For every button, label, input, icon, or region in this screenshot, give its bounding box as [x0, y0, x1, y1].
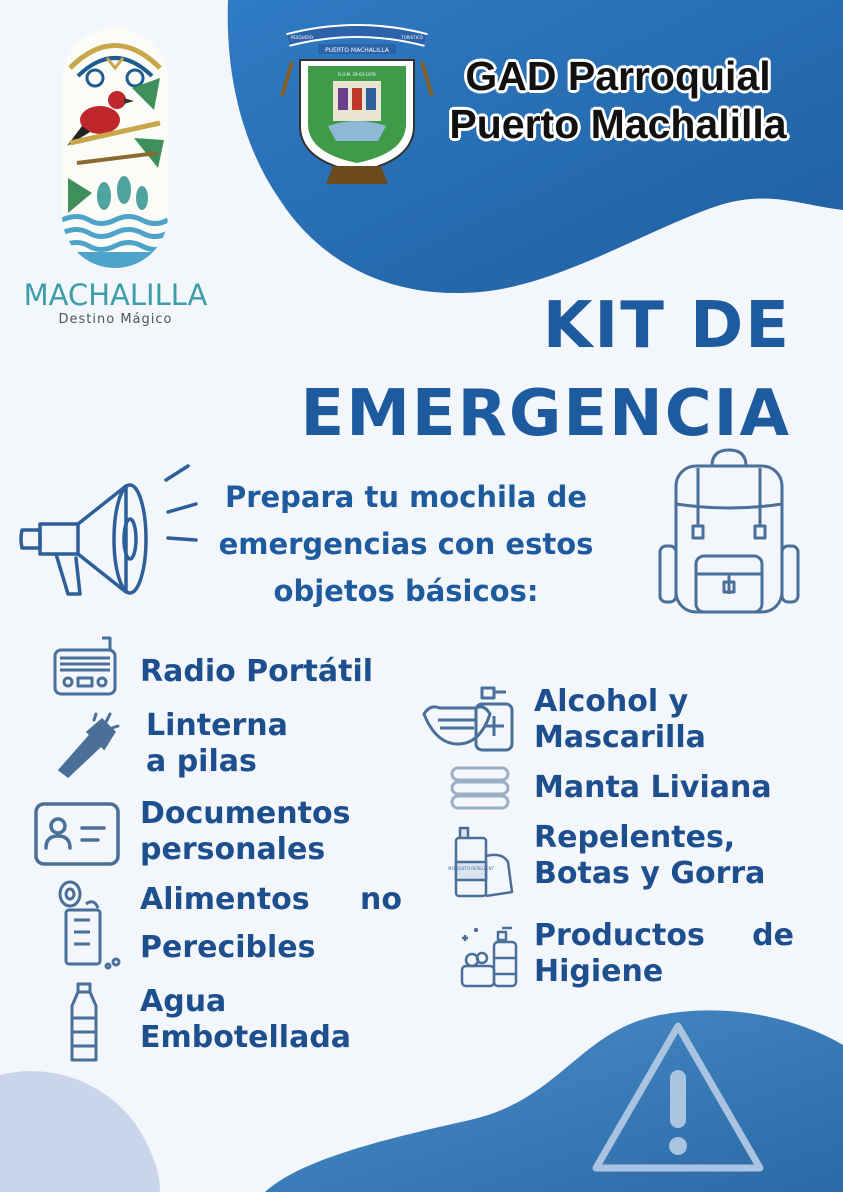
item-documents-line2: personales [140, 832, 326, 867]
item-radio-label: Radio Portátil [140, 654, 374, 689]
intro-line3: objetos básicos: [273, 574, 539, 608]
item-radio [140, 654, 373, 690]
item-alcohol-line2: Mascarilla [534, 720, 706, 755]
item-flashlight-line1: Linterna [146, 708, 288, 743]
item-water [140, 984, 351, 1056]
intro-line2: emergencias con estos [218, 527, 594, 561]
radio-icon [52, 634, 118, 698]
header-title [418, 52, 818, 148]
item-food-line2: Perecibles [140, 930, 316, 965]
item-water-line2: Embotellada [140, 1020, 352, 1055]
item-alcohol [534, 684, 706, 756]
machalilla-logo-icon [62, 28, 168, 268]
seal-left-text: PESQUERO [290, 35, 314, 40]
item-hygiene-line1b: de [752, 918, 794, 953]
id-card-icon [34, 802, 120, 866]
bottom-left-circle [0, 1071, 160, 1192]
page-title-line2: EMERGENCIA [300, 377, 791, 451]
food-can-icon [56, 880, 126, 972]
item-documents-line1: Documentos [140, 796, 351, 831]
item-alcohol-line1: Alcohol y [534, 684, 689, 719]
page-title-line1: KIT DE [542, 289, 791, 363]
water-bottle-icon [66, 982, 102, 1064]
item-hygiene [534, 918, 794, 990]
item-food [140, 882, 402, 966]
intro-text [196, 474, 616, 615]
backpack-icon [656, 446, 802, 616]
item-blanket-label: Manta Liviana [534, 770, 772, 805]
repellent-label: MOSQUITO REPELLENT [448, 866, 494, 871]
item-food-line1b: no [360, 882, 402, 917]
item-repellent-line1: Repelentes, [534, 820, 736, 855]
item-hygiene-line1: Productos [534, 918, 705, 953]
flashlight-icon [52, 712, 122, 778]
intro-line1: Prepara tu mochila de [224, 480, 588, 514]
seal-title: PUERTO MACHALILLA [325, 47, 389, 54]
item-blanket [534, 770, 772, 806]
header-title-line2: Puerto Machalilla [449, 101, 787, 147]
blanket-icon [448, 764, 512, 812]
hygiene-icon [458, 924, 522, 992]
page-title [300, 282, 791, 458]
item-hygiene-line1-row [534, 918, 794, 954]
megaphone-icon [18, 466, 198, 606]
parish-seal-icon [278, 26, 436, 188]
item-flashlight [146, 708, 288, 780]
seal-date: R.O.M. 29-03-1978 [338, 72, 376, 77]
item-repellent [534, 820, 765, 892]
logo-name: MACHALILLA [23, 278, 208, 312]
mask-sanitizer-icon [420, 686, 518, 752]
item-water-line1: Agua [140, 984, 227, 1019]
warning-triangle-icon [588, 1018, 768, 1178]
item-documents [140, 796, 350, 868]
item-repellent-line2: Botas y Gorra [534, 856, 766, 891]
header-title-line1: GAD Parroquial [465, 53, 771, 99]
item-hygiene-line2: Higiene [534, 954, 664, 989]
item-food-line1: Alimentos [140, 882, 310, 917]
logo-tagline: Destino Mágico [58, 312, 173, 327]
item-food-line1-row [140, 882, 402, 918]
item-flashlight-line2: a pilas [146, 744, 257, 779]
repellent-icon [446, 826, 518, 900]
seal-right-text: TURISTICO [401, 35, 423, 40]
